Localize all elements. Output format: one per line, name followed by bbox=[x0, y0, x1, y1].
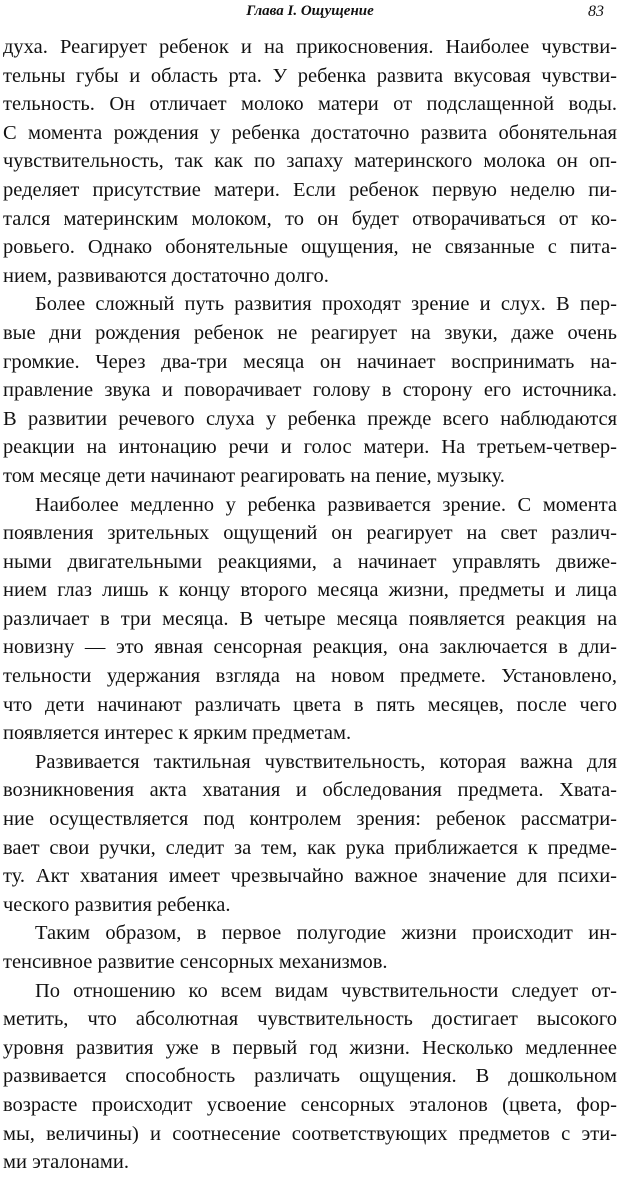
paragraph bbox=[3, 491, 617, 748]
text-line: Более сложный путь развития проходят зрение и слух. В пер- bbox=[35, 293, 617, 316]
text-line: ровьего. Однако обонятельные ощущения, не связанные с пита- bbox=[3, 236, 617, 259]
text-line: ределяет присутствие матери. Если ребенок первую неделю пи- bbox=[3, 178, 617, 201]
text-line: реакции на интонацию речи и голос матери. На третьем-четвер- bbox=[3, 436, 617, 459]
running-head: Глава I. Ощущение bbox=[246, 3, 374, 19]
text-line: вые дни рождения ребенок не реагирует на звуки, даже очень bbox=[3, 321, 617, 344]
text-line: тался материнским молоком, то он будет отворачиваться от ко- bbox=[3, 207, 617, 230]
body-text bbox=[3, 33, 617, 1177]
paragraph bbox=[3, 33, 617, 290]
page-number: 83 bbox=[588, 3, 604, 20]
text-line: Развивается тактильная чувствительность, которая важна для bbox=[35, 750, 617, 773]
text-line: нием, развиваются достаточно долго. bbox=[3, 264, 329, 287]
page-header bbox=[0, 3, 620, 27]
text-line: тельность. Он отличает молоко матери от подслащенной воды. bbox=[3, 93, 617, 116]
text-line: том месяце дети начинают реагировать на пение, музыку. bbox=[3, 464, 505, 487]
text-line: возрасте происходит усвоение сенсорных эталонов (цвета, фор- bbox=[3, 1093, 617, 1116]
paragraph bbox=[3, 919, 617, 976]
text-line: новизну — это явная сенсорная реакция, она заключается в дли- bbox=[3, 636, 617, 659]
text-line: нием глаз лишь к концу второго месяца жизни, предметы и лица bbox=[3, 579, 617, 602]
paragraph bbox=[3, 748, 617, 920]
text-line: метить, что абсолютная чувствительность достигает высокого bbox=[3, 1008, 617, 1031]
text-line: Наиболее медленно у ребенка развивается зрение. С момента bbox=[35, 493, 617, 516]
text-line: ми эталонами. bbox=[3, 1151, 129, 1174]
text-line: С момента рождения у ребенка достаточно развита обонятельная bbox=[3, 121, 617, 144]
text-line: развивается способность различать ощущения. В дошкольном bbox=[3, 1065, 617, 1088]
text-line: различает в три месяца. В четыре месяца появляется реакция на bbox=[3, 607, 617, 630]
text-line: Таким образом, в первое полугодие жизни происходит ин- bbox=[35, 922, 617, 945]
text-line: ние осуществляется под контролем зрения: ребенок рассматри- bbox=[3, 808, 617, 831]
text-line: чувствительность, так как по запаху материнского молока он оп- bbox=[3, 150, 617, 173]
text-line: тельности удержания взгляда на новом предмете. Установлено, bbox=[3, 665, 617, 688]
text-line: что дети начинают различать цвета в пять месяцев, после чего bbox=[3, 693, 617, 716]
text-line: ными двигательными реакциями, а начинает управлять движе- bbox=[3, 550, 617, 573]
text-line: появляется интерес к ярким предметам. bbox=[3, 722, 352, 745]
paragraph bbox=[3, 977, 617, 1177]
text-line: мы, величины) и соотнесение соответствующих предметов с эти- bbox=[3, 1122, 617, 1145]
text-line: По отношению ко всем видам чувствительности следует от- bbox=[35, 979, 617, 1002]
text-line: В развитии речевого слуха у ребенка прежде всего наблюдаются bbox=[3, 407, 617, 430]
text-line: ту. Акт хватания имеет чрезвычайно важное значение для психи- bbox=[3, 865, 617, 888]
text-line: правление звука и поворачивает голову в сторону его источника. bbox=[3, 379, 617, 402]
text-line: появления зрительных ощущений он реагирует на свет различ- bbox=[3, 522, 617, 545]
text-line: вает свои ручки, следит за тем, как рука приближается к предме- bbox=[3, 836, 617, 859]
text-line: возникновения акта хватания и обследования предмета. Хвата- bbox=[3, 779, 617, 802]
text-line: ческого развития ребенка. bbox=[3, 893, 231, 916]
text-line: тенсивное развитие сенсорных механизмов. bbox=[3, 951, 388, 973]
text-line: уровня развития уже в первый год жизни. Несколько медленнее bbox=[3, 1036, 617, 1059]
text-line: тельны губы и область рта. У ребенка развита вкусовая чувстви- bbox=[3, 64, 617, 87]
text-line: духа. Реагирует ребенок и на прикосновения. Наиболее чувстви- bbox=[3, 36, 617, 58]
paragraph bbox=[3, 290, 617, 490]
text-line: громкие. Через два-три месяца он начинает воспринимать на- bbox=[3, 350, 617, 373]
